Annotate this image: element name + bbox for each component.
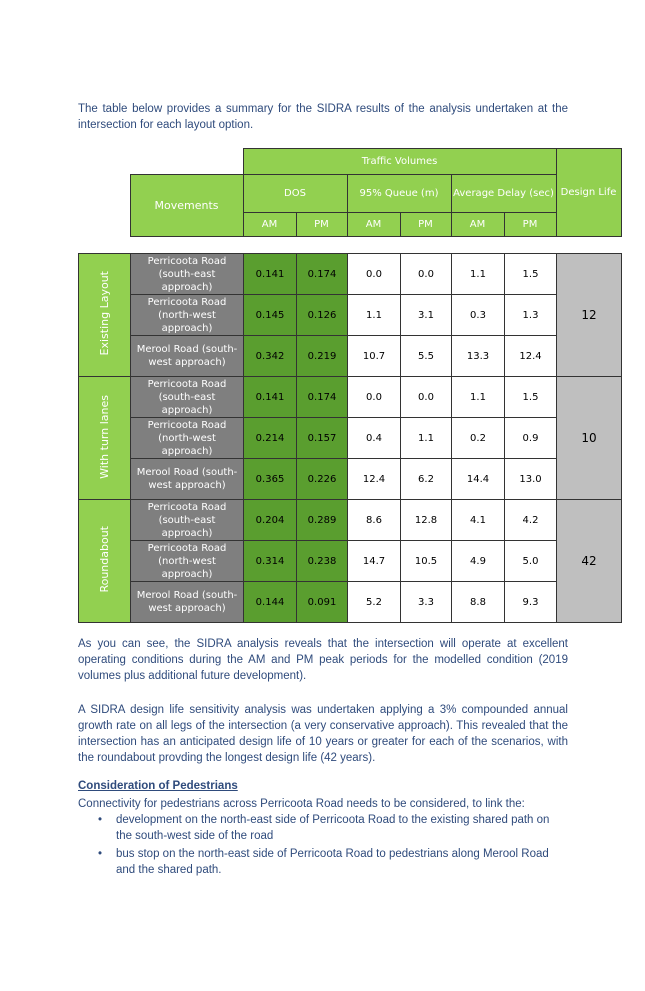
group-label-cell: [79, 254, 131, 377]
queue-am-cell: 12.4: [348, 459, 401, 500]
analysis-paragraph: As you can see, the SIDRA analysis reveals that the intersection will operate at excellent operating conditions during the AM and PM peak periods for the modelled condition (2019 volumes plus additional future development).: [78, 638, 568, 682]
design-life-cell: 12: [557, 254, 622, 377]
dos-pm-cell: 0.157: [297, 418, 348, 459]
delay-am-cell: 8.8: [452, 582, 505, 623]
group-label: With turn lanes: [98, 394, 111, 479]
movement-cell: Perricoota Road (north-west approach): [131, 418, 244, 459]
dos-pm-cell: 0.289: [297, 500, 348, 541]
group-label: Roundabout: [98, 526, 111, 593]
dos-am-cell: 0.144: [244, 582, 297, 623]
queue-am-cell: 8.6: [348, 500, 401, 541]
table-row: [79, 254, 622, 295]
movement-cell: Perricoota Road (south-east approach): [131, 254, 244, 295]
queue-am-cell: 10.7: [348, 336, 401, 377]
dos-pm-cell: 0.126: [297, 295, 348, 336]
dos-pm-header: PM: [296, 213, 347, 237]
bullet-icon: •: [98, 814, 103, 826]
delay-am-cell: 13.3: [452, 336, 505, 377]
design-life-cell: 42: [557, 500, 622, 623]
delay-pm-cell: 13.0: [505, 459, 557, 500]
queue-pm-cell: 3.1: [401, 295, 452, 336]
queue-am-header: AM: [347, 213, 400, 237]
movement-cell: Perricoota Road (south-east approach): [131, 500, 244, 541]
delay-pm-header: PM: [504, 213, 556, 237]
queue-pm-cell: 3.3: [401, 582, 452, 623]
queue-pm-cell: 0.0: [401, 377, 452, 418]
delay-pm-cell: 0.9: [505, 418, 557, 459]
group-label-cell: [79, 377, 131, 500]
table-row: [79, 541, 622, 582]
dos-am-cell: 0.141: [244, 377, 297, 418]
dos-header: DOS: [243, 175, 347, 213]
delay-am-cell: 14.4: [452, 459, 505, 500]
queue-header: 95% Queue (m): [347, 175, 451, 213]
movement-cell: Merool Road (south-west approach): [131, 582, 244, 623]
queue-pm-cell: 1.1: [401, 418, 452, 459]
design-life-header: Design Life: [556, 149, 621, 237]
delay-am-header: AM: [451, 213, 504, 237]
movement-cell: Perricoota Road (north-west approach): [131, 541, 244, 582]
dos-am-cell: 0.141: [244, 254, 297, 295]
table-row: [79, 418, 622, 459]
queue-am-cell: 0.4: [348, 418, 401, 459]
delay-am-cell: 1.1: [452, 254, 505, 295]
dos-am-cell: 0.145: [244, 295, 297, 336]
queue-am-cell: 0.0: [348, 254, 401, 295]
sensitivity-paragraph: A SIDRA design life sensitivity analysis was undertaken applying a 3% compounded annual growth rate on all legs of the intersection (a very conservative approach). This revealed that the intersection has an anticipated design life of 10 years or greater for each of the scenarios, with the roundabout provding the longest design life (42 years).: [78, 704, 568, 764]
traffic-volumes-header: Traffic Volumes: [243, 149, 556, 175]
group-label-cell: [79, 500, 131, 623]
delay-header: Average Delay (sec): [451, 175, 556, 213]
queue-pm-cell: 12.8: [401, 500, 452, 541]
movement-cell: Perricoota Road (north-west approach): [131, 295, 244, 336]
delay-pm-cell: 5.0: [505, 541, 557, 582]
table-row: [79, 377, 622, 418]
movement-cell: Merool Road (south-west approach): [131, 459, 244, 500]
dos-pm-cell: 0.226: [297, 459, 348, 500]
table-row: [79, 295, 622, 336]
pedestrians-heading: Consideration of Pedestrians: [78, 780, 238, 792]
dos-am-cell: 0.342: [244, 336, 297, 377]
delay-pm-cell: 9.3: [505, 582, 557, 623]
delay-am-cell: 4.1: [452, 500, 505, 541]
dos-pm-cell: 0.174: [297, 377, 348, 418]
delay-am-cell: 1.1: [452, 377, 505, 418]
intro-paragraph: The table below provides a summary for the SIDRA results of the analysis undertaken at the intersection for each layout option.: [78, 103, 568, 131]
delay-am-cell: 4.9: [452, 541, 505, 582]
queue-am-cell: 1.1: [348, 295, 401, 336]
dos-am-cell: 0.314: [244, 541, 297, 582]
table-row: [79, 500, 622, 541]
dos-pm-cell: 0.174: [297, 254, 348, 295]
dos-pm-cell: 0.238: [297, 541, 348, 582]
dos-am-header: AM: [243, 213, 296, 237]
dos-pm-cell: 0.091: [297, 582, 348, 623]
dos-am-cell: 0.204: [244, 500, 297, 541]
group-label: Existing Layout: [98, 271, 111, 356]
queue-pm-header: PM: [400, 213, 451, 237]
movements-header: Movements: [130, 175, 243, 237]
table-row: [79, 459, 622, 500]
delay-am-cell: 0.2: [452, 418, 505, 459]
results-table-body: [78, 253, 622, 623]
queue-pm-cell: 10.5: [401, 541, 452, 582]
table-row: [79, 582, 622, 623]
movement-cell: Perricoota Road (south-east approach): [131, 377, 244, 418]
pedestrians-intro: Connectivity for pedestrians across Perricoota Road needs to be considered, to link the:: [78, 798, 525, 810]
queue-am-cell: 14.7: [348, 541, 401, 582]
dos-am-cell: 0.214: [244, 418, 297, 459]
design-life-cell: 10: [557, 377, 622, 500]
queue-pm-cell: 5.5: [401, 336, 452, 377]
delay-pm-cell: 1.3: [505, 295, 557, 336]
bullet-item: • bus stop on the north-east side of Perricoota Road to pedestrians along Merool Road and the shared path.: [98, 848, 549, 876]
dos-am-cell: 0.365: [244, 459, 297, 500]
queue-pm-cell: 0.0: [401, 254, 452, 295]
table-row: [79, 336, 622, 377]
bullet-item: • development on the north-east side of Perricoota Road to the existing shared path on the south-west side of the road: [98, 814, 550, 842]
queue-pm-cell: 6.2: [401, 459, 452, 500]
delay-pm-cell: 1.5: [505, 377, 557, 418]
queue-am-cell: 0.0: [348, 377, 401, 418]
results-table-header: [78, 148, 622, 237]
delay-am-cell: 0.3: [452, 295, 505, 336]
dos-pm-cell: 0.219: [297, 336, 348, 377]
movement-cell: Merool Road (south-west approach): [131, 336, 244, 377]
pedestrian-bullet-list: [78, 812, 568, 880]
delay-pm-cell: 4.2: [505, 500, 557, 541]
bullet-icon: •: [98, 848, 103, 860]
delay-pm-cell: 1.5: [505, 254, 557, 295]
delay-pm-cell: 12.4: [505, 336, 557, 377]
queue-am-cell: 5.2: [348, 582, 401, 623]
